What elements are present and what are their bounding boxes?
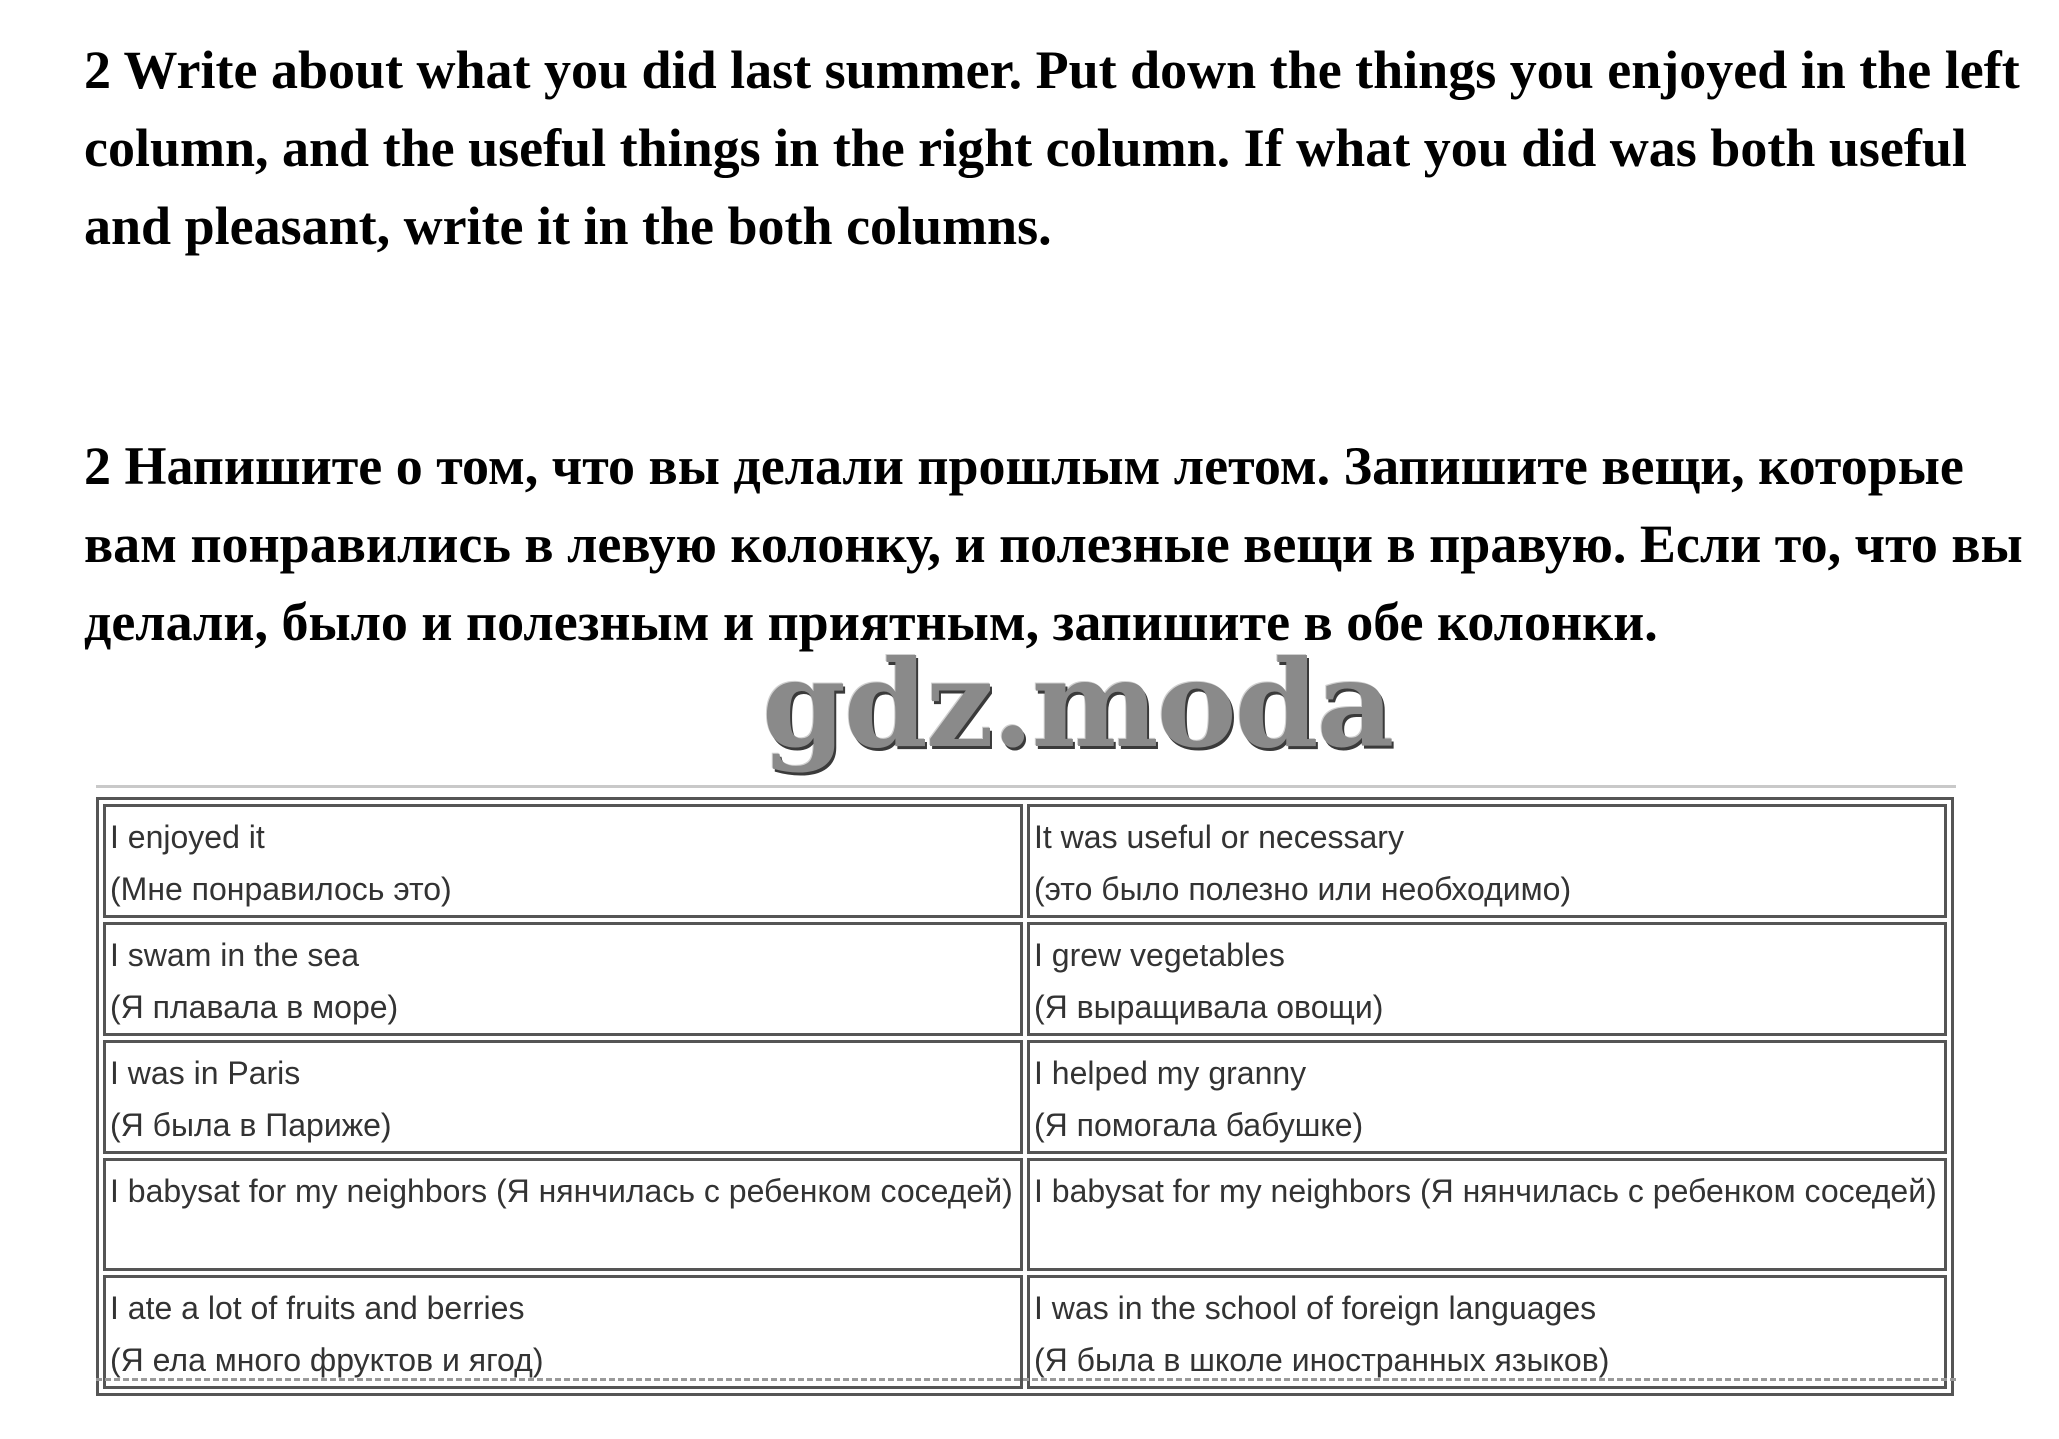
header-cell-enjoyed [103,804,1023,918]
table-cell-enjoyed [103,1040,1023,1154]
table-cell-useful [1027,922,1947,1036]
cell-text-line: I grew vegetables [1034,937,1285,973]
table-row [103,922,1947,1036]
watermark-logo: gdz.moda [762,634,1393,775]
table-top-divider [96,785,1956,788]
cell-text-line: (это было полезно или необходимо) [1034,871,1572,907]
cell-text-line: (Я была в школе иностранных языков) [1034,1342,1610,1378]
cell-text-line: (Я была в Париже) [110,1107,392,1143]
table-cell-enjoyed [103,1275,1023,1389]
cropped-text-remnant [96,1378,1956,1381]
cell-text-line: I helped my granny [1034,1055,1307,1091]
table-cell-enjoyed [103,922,1023,1036]
cell-text-line: I was in the school of foreign languages [1034,1290,1597,1326]
table-cell-enjoyed [103,1158,1023,1271]
cell-text-line: I ate a lot of fruits and berries [110,1290,525,1326]
cell-text-line: I enjoyed it [110,819,265,855]
table-row [103,1040,1947,1154]
cell-text-line: I swam in the sea [110,937,359,973]
header-cell-useful [1027,804,1947,918]
cell-text: I babysat for my neighbors (Я нянчилась с ребенком соседей) [1034,1173,1937,1209]
table-cell-useful [1027,1158,1947,1271]
cell-text-line: (Я выращивала овощи) [1034,989,1384,1025]
cell-text-line: (Я помогала бабушке) [1034,1107,1364,1143]
table-cell-useful [1027,1040,1947,1154]
table-row [103,1275,1947,1389]
cell-text-line: (Мне понравилось это) [110,871,452,907]
cell-text-line: (Я плавала в море) [110,989,399,1025]
cell-text: I babysat for my neighbors (Я нянчилась с ребенком соседей) [110,1173,1013,1209]
cell-text-line: It was useful or necessary [1034,819,1404,855]
table-row [103,1158,1947,1271]
task-instruction-english: 2 Write about what you did last summer. Put down the things you enjoyed in the left column, and the useful things in the right column. If what you did was both useful and pleasant, write it in the both columns. [84,40,2020,256]
cell-text-line: (Я ела много фруктов и ягод) [110,1342,544,1378]
task-instruction-russian: 2 Напишите о том, что вы делали прошлым летом. Запишите вещи, которые вам понравились в левую колонку, и полезные вещи в правую. Если то, что вы делали, было и полезным и приятным, запишите в обе колонки. [84,436,2023,652]
cell-text-line: I was in Paris [110,1055,301,1091]
table-header-row [103,804,1947,918]
answer-table [96,797,1954,1396]
table-cell-useful [1027,1275,1947,1389]
